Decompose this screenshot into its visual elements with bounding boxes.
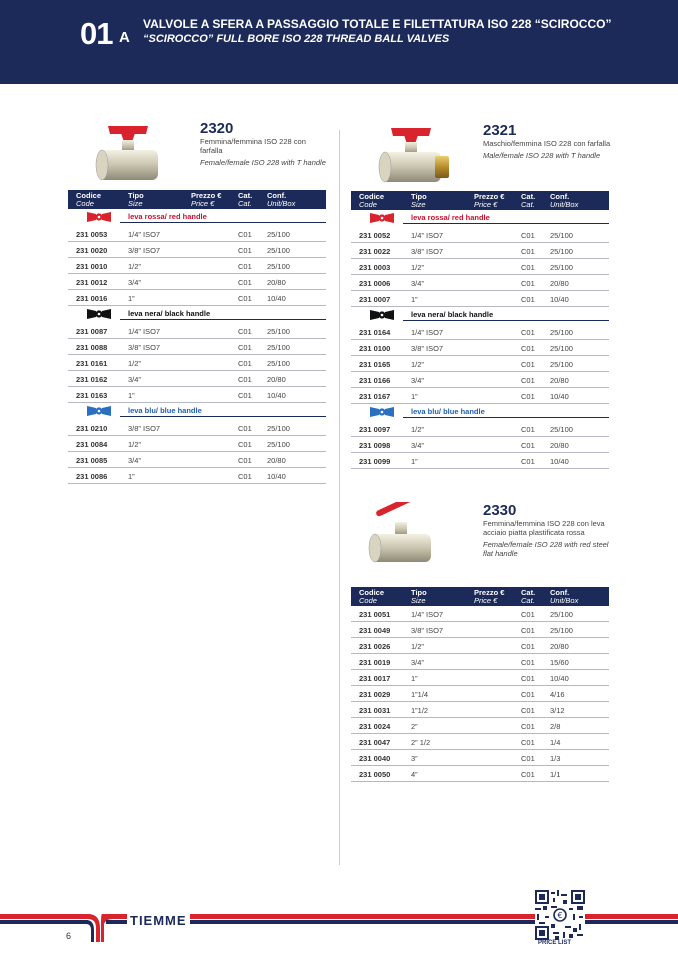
section-underline [403,320,609,321]
article-code: 231 0031 [359,706,391,715]
article-category: C01 [521,738,535,747]
column-header-cat [521,193,535,209]
table-row [351,670,609,686]
column-header-size [128,192,144,208]
article-code: 231 0099 [359,457,391,466]
article-size: 3/4” [128,375,141,384]
article-category: C01 [521,392,535,401]
article-category: C01 [238,391,252,400]
article-size: 1” [128,472,135,481]
product-description-en: Male/female ISO 228 with T handle [483,151,601,160]
article-code: 231 0210 [76,424,108,433]
product-info [483,122,611,160]
table-row [68,274,326,290]
table-row [68,452,326,468]
article-category: C01 [238,327,252,336]
article-code: 231 0029 [359,690,391,699]
article-box-qty: 10/40 [550,674,569,683]
table-row [68,339,326,355]
t-handle-icon [86,405,112,417]
table-row [351,372,609,388]
article-box-qty: 25/100 [550,626,573,635]
article-code: 231 0098 [359,441,391,450]
article-box-qty: 10/40 [267,391,286,400]
article-code: 231 0017 [359,674,391,683]
handle-section-label: leva blu/ blue handle [411,407,485,416]
article-size: 1/4” ISO7 [128,230,161,239]
article-size: 1” [411,674,418,683]
article-category: C01 [521,658,535,667]
article-size: 1” [128,294,135,303]
ball-valve-icon [351,502,471,570]
t-handle-icon [86,308,112,320]
article-code: 231 0051 [359,610,391,619]
product-description-en: Female/female ISO 228 with T handle [200,158,326,167]
article-box-qty: 10/40 [550,392,569,401]
column-header-code [359,193,384,209]
column-header-label-en: Cat. [521,200,535,209]
handle-section-label: leva nera/ black handle [411,310,494,319]
article-category: C01 [238,424,252,433]
column-header-label: Conf. [267,191,287,200]
article-size: 1/2” [411,360,424,369]
column-header-price [474,589,504,605]
article-size: 3/4” [411,279,424,288]
article-box-qty: 15/60 [550,658,569,667]
article-size: 1/2” [128,262,141,271]
article-box-qty: 4/16 [550,690,565,699]
ball-valve-icon [68,120,188,188]
article-code: 231 0047 [359,738,391,747]
column-header-label-en: Cat. [238,199,252,208]
table-row [351,702,609,718]
article-code: 231 0053 [76,230,108,239]
article-category: C01 [238,359,252,368]
article-category: C01 [521,706,535,715]
column-header-size [411,193,427,209]
article-category: C01 [521,231,535,240]
product-block [351,122,611,466]
table-row [68,258,326,274]
table-row [351,227,609,243]
article-size: 3/4” [411,658,424,667]
article-code: 231 0040 [359,754,391,763]
article-box-qty: 25/100 [267,440,290,449]
article-code: 231 0163 [76,391,108,400]
column-header-label: Codice [76,191,102,200]
column-header-label: Cat. [521,588,536,597]
article-code: 231 0024 [359,722,391,731]
article-box-qty: 25/100 [550,425,573,434]
table-row [351,275,609,291]
article-size: 3/8” ISO7 [411,247,444,256]
column-header-label-en: Code [359,596,377,605]
t-handle-icon [369,212,395,224]
t-handle-icon [86,211,112,223]
table-row [351,421,609,437]
article-size: 1/2” [411,425,424,434]
article-size: 1/4” ISO7 [128,327,161,336]
table-row [351,356,609,372]
article-category: C01 [521,457,535,466]
page-title-en: “SCIROCCO” FULL BORE ISO 228 THREAD BALL VALVES [143,33,450,45]
product-block [68,120,326,481]
article-box-qty: 10/40 [267,472,286,481]
article-size: 3/4” [411,376,424,385]
article-category: C01 [521,626,535,635]
article-box-qty: 25/100 [550,231,573,240]
article-code: 231 0161 [76,359,108,368]
article-size: 1/4” ISO7 [411,610,444,619]
article-box-qty: 2/8 [550,722,561,731]
column-header-size [411,589,427,605]
article-category: C01 [521,360,535,369]
article-category: C01 [238,343,252,352]
table-row [351,324,609,340]
article-box-qty: 25/100 [267,327,290,336]
article-category: C01 [238,246,252,255]
article-size: 2” 1/2 [411,738,431,747]
article-category: C01 [238,375,252,384]
article-category: C01 [521,344,535,353]
section-letter: A [119,29,130,46]
table-row [351,259,609,275]
t-handle-icon [369,406,395,418]
column-header-price [191,192,221,208]
article-box-qty: 25/100 [550,247,573,256]
article-category: C01 [521,279,535,288]
product-description-en: Female/female ISO 228 with red steel flat handle [483,540,609,558]
article-size: 1/4” ISO7 [411,328,444,337]
section-underline [120,319,326,320]
article-box-qty: 25/100 [267,262,290,271]
article-box-qty: 25/100 [550,360,573,369]
product-block [351,502,609,779]
article-size: 1” [411,295,418,304]
article-box-qty: 1/3 [550,754,561,763]
table-row [68,355,326,371]
article-code: 231 0085 [76,456,108,465]
column-header-label-en: Price € [474,596,498,605]
article-size: 3/8” ISO7 [128,246,161,255]
table-row [351,291,609,307]
article-code: 231 0050 [359,770,391,779]
article-size: 1” [411,457,418,466]
article-category: C01 [521,376,535,385]
column-header-conf [267,192,295,208]
table-row [351,453,609,469]
table-row [351,388,609,404]
article-category: C01 [521,642,535,651]
column-header-conf [550,589,578,605]
article-size: 1”1/2 [411,706,429,715]
article-category: C01 [521,425,535,434]
table-row [351,750,609,766]
column-divider [339,130,340,865]
column-header-conf [550,193,578,209]
column-header-cat [238,192,252,208]
handle-section-label: leva nera/ black handle [128,309,211,318]
handle-section [351,404,609,420]
article-category: C01 [238,262,252,271]
article-category: C01 [521,722,535,731]
article-code: 231 0016 [76,294,108,303]
article-size: 3/4” [128,278,141,287]
article-category: C01 [521,770,535,779]
article-size: 1” [128,391,135,400]
article-category: C01 [238,230,252,239]
article-category: C01 [521,674,535,683]
column-header-label-en: Unit/Box [267,199,296,208]
article-box-qty: 10/40 [550,295,569,304]
table-header [351,587,609,606]
table-row [351,243,609,259]
article-size: 1/2” [411,263,424,272]
article-box-qty: 1/1 [550,770,561,779]
table-header [68,190,326,209]
article-category: C01 [521,754,535,763]
article-box-qty: 25/100 [267,424,290,433]
article-size: 1/2” [411,642,424,651]
handle-section-label: leva rossa/ red handle [128,212,207,221]
article-category: C01 [238,456,252,465]
article-box-qty: 25/100 [550,328,573,337]
product-description-it: Femmina/femmina ISO 228 con farfalla [200,137,306,155]
table-row [68,226,326,242]
column-header-label: Cat. [238,191,253,200]
page-title-it: VALVOLE A SFERA A PASSAGGIO TOTALE E FILETTATURA ISO 228 “SCIROCCO” [143,17,612,31]
article-code: 231 0006 [359,279,391,288]
article-code: 231 0019 [359,658,391,667]
article-size: 2” [411,722,418,731]
section-underline [120,416,326,417]
handle-section [351,307,609,323]
article-code: 231 0165 [359,360,391,369]
article-box-qty: 20/80 [267,278,286,287]
article-category: C01 [238,278,252,287]
article-size: 4” [411,770,418,779]
article-size: 1/4” ISO7 [411,231,444,240]
table-row [68,387,326,403]
column-header-label-en: Price € [191,199,215,208]
column-header-label: Codice [359,588,385,597]
column-header-label-en: Size [411,596,426,605]
article-box-qty: 25/100 [550,344,573,353]
article-category: C01 [521,263,535,272]
article-code: 231 0086 [76,472,108,481]
article-box-qty: 1/4 [550,738,561,747]
article-category: C01 [521,295,535,304]
section-number: 01 [80,16,113,51]
handle-section [351,210,609,226]
brand-logo: TIEMME [127,913,190,928]
column-header-label-en: Code [76,199,94,208]
handle-section [68,403,326,419]
article-category: C01 [238,294,252,303]
table-row [68,468,326,484]
article-size: 3/4” [128,456,141,465]
column-header-label: Tipo [128,191,144,200]
table-row [351,686,609,702]
article-code: 231 0052 [359,231,391,240]
article-code: 231 0026 [359,642,391,651]
article-category: C01 [238,472,252,481]
article-category: C01 [521,690,535,699]
column-header-price [474,193,504,209]
column-header-label: Tipo [411,588,427,597]
article-code: 231 0100 [359,344,391,353]
article-code: 231 0010 [76,262,108,271]
column-header-label-en: Unit/Box [550,596,579,605]
article-box-qty: 10/40 [550,457,569,466]
article-box-qty: 20/80 [267,456,286,465]
article-box-qty: 20/80 [550,642,569,651]
column-header-label: Prezzo € [474,588,505,597]
column-header-label: Conf. [550,192,570,201]
column-header-label-en: Size [411,200,426,209]
table-row [351,654,609,670]
article-code: 231 0087 [76,327,108,336]
article-box-qty: 25/100 [550,263,573,272]
article-code: 231 0003 [359,263,391,272]
table-row [351,638,609,654]
product-info [200,120,328,167]
article-size: 3/8” ISO7 [128,424,161,433]
column-header-code [359,589,384,605]
article-box-qty: 20/80 [267,375,286,384]
article-code: 231 0049 [359,626,391,635]
handle-section [68,209,326,225]
article-code: 231 0007 [359,295,391,304]
article-code: 231 0166 [359,376,391,385]
column-header-label-en: Cat. [521,596,535,605]
article-code: 231 0022 [359,247,391,256]
product-description-it: Femmina/femmina ISO 228 con leva acciaio piatta plastificata rossa [483,519,605,537]
article-box-qty: 3/12 [550,706,565,715]
article-size: 1”1/4 [411,690,429,699]
article-size: 3/8” ISO7 [411,626,444,635]
article-box-qty: 20/80 [550,441,569,450]
article-code: 231 0164 [359,328,391,337]
article-size: 3/8” ISO7 [411,344,444,353]
handle-section-label: leva blu/ blue handle [128,406,202,415]
table-row [68,436,326,452]
product-code: 2330 [483,502,517,519]
section-underline [403,417,609,418]
svg-text:€: € [557,911,563,920]
column-header-label-en: Unit/Box [550,200,579,209]
section-underline [403,223,609,224]
column-header-label: Prezzo € [474,192,505,201]
article-size: 3/4” [411,441,424,450]
article-code: 231 0020 [76,246,108,255]
article-code: 231 0084 [76,440,108,449]
article-code: 231 0088 [76,343,108,352]
table-row [351,340,609,356]
article-box-qty: 25/100 [267,230,290,239]
article-box-qty: 25/100 [267,359,290,368]
article-size: 1” [411,392,418,401]
page-header [0,0,678,84]
article-code: 231 0012 [76,278,108,287]
article-box-qty: 10/40 [267,294,286,303]
table-row [68,290,326,306]
article-box-qty: 20/80 [550,279,569,288]
article-box-qty: 25/100 [267,343,290,352]
t-handle-icon [369,309,395,321]
product-description-it: Maschio/femmina ISO 228 con farfalla [483,139,611,148]
column-header-cat [521,589,535,605]
column-header-label: Conf. [550,588,570,597]
article-size: 1/2” [128,359,141,368]
handle-section-label: leva rossa/ red handle [411,213,490,222]
article-category: C01 [521,247,535,256]
table-row [68,323,326,339]
article-size: 3” [411,754,418,763]
article-box-qty: 25/100 [550,610,573,619]
table-row [68,242,326,258]
ball-valve-icon [351,122,471,190]
article-box-qty: 25/100 [267,246,290,255]
column-header-label-en: Price € [474,200,498,209]
table-row [351,622,609,638]
product-code: 2321 [483,122,517,139]
product-code: 2320 [200,120,234,137]
article-code: 231 0097 [359,425,391,434]
column-header-code [76,192,101,208]
qr-label: PRICE LIST [538,940,572,946]
column-header-label-en: Code [359,200,377,209]
column-header-label-en: Size [128,199,143,208]
column-header-label: Tipo [411,192,427,201]
table-row [351,606,609,622]
qr-code-icon[interactable] [535,890,585,940]
article-category: C01 [521,610,535,619]
table-row [68,420,326,436]
table-row [351,437,609,453]
table-row [68,371,326,387]
table-row [351,766,609,782]
article-box-qty: 20/80 [550,376,569,385]
column-header-label: Cat. [521,192,536,201]
section-underline [120,222,326,223]
column-header-label: Codice [359,192,385,201]
article-category: C01 [521,328,535,337]
page-number: 6 [66,931,72,941]
table-row [351,734,609,750]
article-size: 3/8” ISO7 [128,343,161,352]
product-info [483,502,611,558]
article-code: 231 0167 [359,392,391,401]
article-category: C01 [521,441,535,450]
article-category: C01 [238,440,252,449]
handle-section [68,306,326,322]
column-header-label: Prezzo € [191,191,222,200]
table-header [351,191,609,210]
article-size: 1/2” [128,440,141,449]
table-row [351,718,609,734]
article-code: 231 0162 [76,375,108,384]
